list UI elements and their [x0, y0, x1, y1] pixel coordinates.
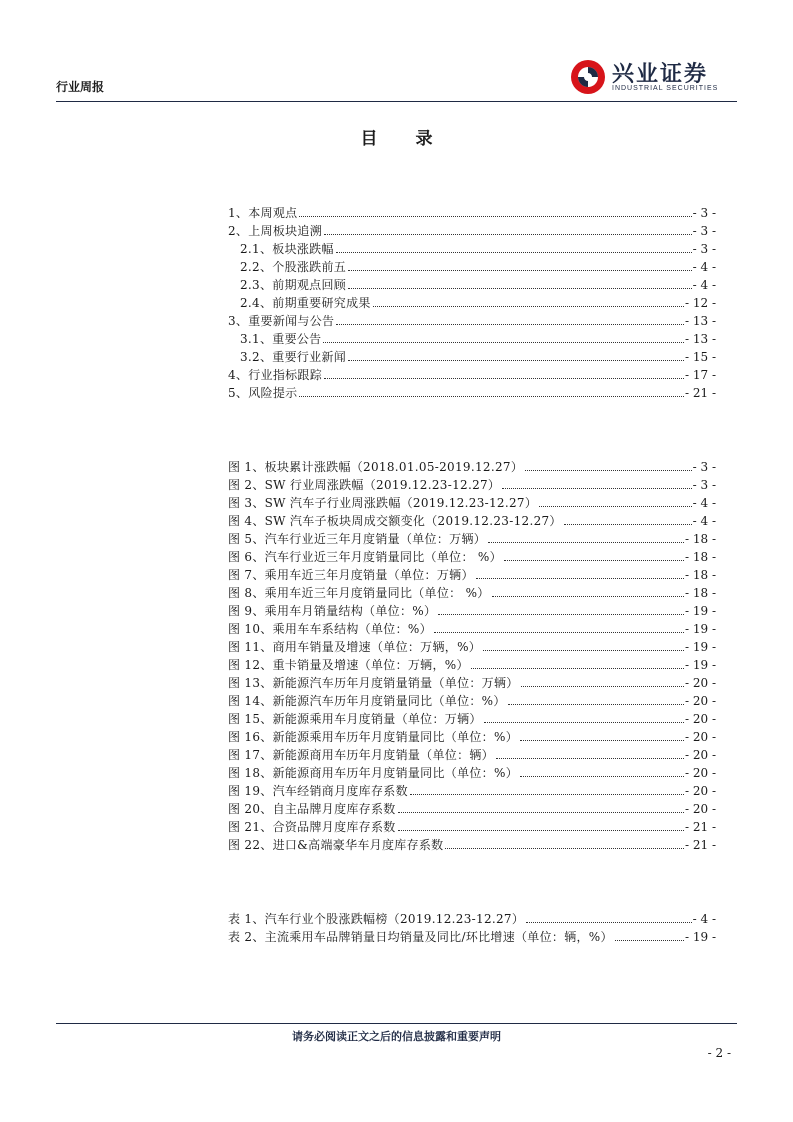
dot-leader	[539, 505, 691, 507]
toc-entry-label: 2.3、前期观点回顾	[240, 278, 347, 292]
figure-entry-label: 图 12、重卡销量及增速（单位：万辆，%）	[228, 658, 469, 672]
figure-entry[interactable]	[228, 458, 716, 476]
figure-entry-label: 图 10、乘用车车系结构（单位：%）	[228, 622, 432, 636]
dot-leader	[492, 595, 684, 597]
toc-entry-page: - 13 -	[684, 332, 716, 346]
dot-leader	[615, 939, 684, 941]
figure-entry[interactable]	[228, 728, 716, 746]
toc-entry-page: - 3 -	[692, 206, 716, 220]
figure-entry-page: - 20 -	[684, 766, 716, 780]
table-entry[interactable]	[228, 928, 716, 946]
figure-entry[interactable]	[228, 782, 716, 800]
logo-mark-icon	[568, 57, 608, 97]
page-number: - 2 -	[707, 1046, 731, 1060]
dot-leader	[521, 685, 684, 687]
dot-leader	[483, 649, 684, 651]
dot-leader	[434, 631, 684, 633]
figure-entry[interactable]	[228, 818, 716, 836]
toc-entry-label: 3、重要新闻与公告	[228, 314, 335, 328]
figure-entry-label: 图 6、汽车行业近三年月度销量同比（单位： %）	[228, 550, 502, 564]
dot-leader	[496, 757, 684, 759]
dot-leader	[348, 287, 692, 289]
figure-entry-page: - 18 -	[684, 586, 716, 600]
toc-entry-label: 2.4、前期重要研究成果	[240, 296, 371, 310]
table-list	[228, 910, 716, 946]
disclaimer-note: 请务必阅读正文之后的信息披露和重要声明	[292, 1030, 501, 1043]
dot-leader	[324, 233, 692, 235]
footer-divider	[56, 1023, 737, 1024]
figure-entry-page: - 18 -	[684, 550, 716, 564]
figure-entry-label: 图 4、SW 汽车子板块周成交额变化（2019.12.23-12.27）	[228, 514, 562, 528]
dot-leader	[502, 487, 691, 489]
dot-leader	[348, 269, 692, 271]
dot-leader	[438, 613, 684, 615]
toc-entry-page: - 4 -	[692, 278, 716, 292]
figure-entry-page: - 21 -	[684, 820, 716, 834]
dot-leader	[336, 323, 684, 325]
figure-entry-label: 图 18、新能源商用车历年月度销量同比（单位：%）	[228, 766, 518, 780]
dot-leader	[488, 541, 684, 543]
figure-entry[interactable]	[228, 476, 716, 494]
figure-entry-page: - 20 -	[684, 712, 716, 726]
dot-leader	[520, 775, 684, 777]
toc-entry-label: 5、风险提示	[228, 386, 298, 400]
figure-entry[interactable]	[228, 638, 716, 656]
toc-entry[interactable]	[228, 222, 716, 240]
toc-entry-label: 1、本周观点	[228, 206, 298, 220]
figure-entry[interactable]	[228, 548, 716, 566]
toc-entry[interactable]	[228, 294, 716, 312]
dot-leader	[398, 829, 684, 831]
toc-entry[interactable]	[228, 258, 716, 276]
figure-entry-page: - 4 -	[692, 514, 716, 528]
toc-entry-page: - 21 -	[684, 386, 716, 400]
dot-leader	[410, 793, 684, 795]
table-entry-page: - 19 -	[684, 930, 716, 944]
toc-entry[interactable]	[228, 276, 716, 294]
figure-entry-page: - 20 -	[684, 694, 716, 708]
table-entry-page: - 4 -	[692, 912, 716, 926]
company-logo	[568, 55, 738, 99]
figure-entry-label: 图 9、乘用车月销量结构（单位：%）	[228, 604, 437, 618]
dot-leader	[324, 377, 684, 379]
dot-leader	[504, 559, 684, 561]
dot-leader	[323, 341, 684, 343]
figure-entry[interactable]	[228, 674, 716, 692]
page-title: 目 录	[360, 129, 449, 149]
toc-entry-page: - 13 -	[684, 314, 716, 328]
figure-entry-label: 图 17、新能源商用车历年月度销量（单位：辆）	[228, 748, 494, 762]
toc-entry[interactable]	[228, 384, 716, 402]
toc-entry-page: - 17 -	[684, 368, 716, 382]
figure-entry-label: 图 3、SW 汽车子行业周涨跌幅（2019.12.23-12.27）	[228, 496, 538, 510]
toc-entry[interactable]	[228, 312, 716, 330]
figure-entry[interactable]	[228, 764, 716, 782]
dot-leader	[564, 523, 692, 525]
figure-entry-page: - 4 -	[692, 496, 716, 510]
figure-entry[interactable]	[228, 836, 716, 854]
figure-entry[interactable]	[228, 602, 716, 620]
toc-entry-page: - 4 -	[692, 260, 716, 274]
dot-leader	[508, 703, 684, 705]
toc-entry-page: - 15 -	[684, 350, 716, 364]
figure-entry-label: 图 19、汽车经销商月度库存系数	[228, 784, 408, 798]
figure-list	[228, 458, 716, 854]
dot-leader	[299, 215, 691, 217]
figure-entry[interactable]	[228, 512, 716, 530]
figure-entry-page: - 20 -	[684, 748, 716, 762]
figure-entry-page: - 19 -	[684, 604, 716, 618]
toc-entry-label: 3.2、重要行业新闻	[240, 350, 347, 364]
figure-entry[interactable]	[228, 746, 716, 764]
toc-entry-page: - 12 -	[684, 296, 716, 310]
toc-entry-label: 2.1、板块涨跌幅	[240, 242, 334, 256]
toc-entry[interactable]	[228, 204, 716, 222]
logo-chinese-name: 兴业证券	[612, 62, 709, 87]
dot-leader	[445, 847, 684, 849]
figure-entry[interactable]	[228, 656, 716, 674]
figure-entry-label: 图 20、自主品牌月度库存系数	[228, 802, 396, 816]
figure-entry-page: - 3 -	[692, 460, 716, 474]
toc-entry-page: - 3 -	[692, 224, 716, 238]
figure-entry-page: - 20 -	[684, 676, 716, 690]
figure-entry-page: - 18 -	[684, 568, 716, 582]
figure-entry[interactable]	[228, 530, 716, 548]
dot-leader	[373, 305, 684, 307]
toc-entry-label: 3.1、重要公告	[240, 332, 322, 346]
figure-entry-label: 图 15、新能源乘用车月度销量（单位：万辆）	[228, 712, 482, 726]
dot-leader	[398, 811, 684, 813]
report-type-label: 行业周报	[56, 80, 105, 94]
header-divider	[56, 101, 737, 102]
dot-leader	[520, 739, 684, 741]
figure-entry[interactable]	[228, 494, 716, 512]
figure-entry-label: 图 13、新能源汽车历年月度销量销量（单位：万辆）	[228, 676, 519, 690]
figure-entry[interactable]	[228, 584, 716, 602]
toc-entry[interactable]	[228, 330, 716, 348]
figure-entry-label: 图 16、新能源乘用车历年月度销量同比（单位：%）	[228, 730, 518, 744]
dot-leader	[471, 667, 684, 669]
dot-leader	[526, 921, 691, 923]
toc-entry-label: 4、行业指标跟踪	[228, 368, 323, 382]
figure-entry-label: 图 21、合资品牌月度库存系数	[228, 820, 396, 834]
toc-entry[interactable]	[228, 348, 716, 366]
figure-entry-label: 图 22、进口&高端豪华车月度库存系数	[228, 838, 444, 852]
figure-entry-label: 图 14、新能源汽车历年月度销量同比（单位：%）	[228, 694, 506, 708]
figure-entry-label: 图 2、SW 行业周涨跌幅（2019.12.23-12.27）	[228, 478, 501, 492]
figure-entry-label: 图 7、乘用车近三年月度销量（单位：万辆）	[228, 568, 474, 582]
dot-leader	[525, 469, 692, 471]
table-entry-label: 表 2、主流乘用车品牌销量日均销量及同比/环比增速（单位：辆，%）	[228, 930, 613, 944]
figure-entry[interactable]	[228, 800, 716, 818]
figure-entry-label: 图 5、汽车行业近三年月度销量（单位：万辆）	[228, 532, 487, 546]
toc-entry[interactable]	[228, 240, 716, 258]
table-entry-label: 表 1、汽车行业个股涨跌幅榜（2019.12.23-12.27）	[228, 912, 525, 926]
dot-leader	[299, 395, 684, 397]
toc-entry[interactable]	[228, 366, 716, 384]
figure-entry[interactable]	[228, 566, 716, 584]
figure-entry-page: - 20 -	[684, 730, 716, 744]
figure-entry-page: - 19 -	[684, 622, 716, 636]
figure-entry[interactable]	[228, 710, 716, 728]
toc-entry-label: 2、上周板块追溯	[228, 224, 323, 238]
figure-entry-page: - 20 -	[684, 784, 716, 798]
figure-entry[interactable]	[228, 620, 716, 638]
dot-leader	[484, 721, 684, 723]
figure-entry-page: - 21 -	[684, 838, 716, 852]
toc-entry-label: 2.2、个股涨跌前五	[240, 260, 347, 274]
toc-entry-page: - 3 -	[692, 242, 716, 256]
logo-english-name: INDUSTRIAL SECURITIES	[612, 85, 719, 92]
figure-entry-page: - 18 -	[684, 532, 716, 546]
figure-entry-label: 图 8、乘用车近三年月度销量同比（单位： %）	[228, 586, 490, 600]
dot-leader	[348, 359, 684, 361]
figure-entry-label: 图 11、商用车销量及增速（单位：万辆，%）	[228, 640, 482, 654]
dot-leader	[476, 577, 684, 579]
figure-entry-page: - 3 -	[692, 478, 716, 492]
figure-entry-page: - 19 -	[684, 658, 716, 672]
figure-entry[interactable]	[228, 692, 716, 710]
figure-entry-page: - 20 -	[684, 802, 716, 816]
figure-entry-page: - 19 -	[684, 640, 716, 654]
table-entry[interactable]	[228, 910, 716, 928]
table-of-contents	[228, 204, 716, 402]
figure-entry-label: 图 1、板块累计涨跌幅（2018.01.05-2019.12.27）	[228, 460, 524, 474]
dot-leader	[336, 251, 692, 253]
